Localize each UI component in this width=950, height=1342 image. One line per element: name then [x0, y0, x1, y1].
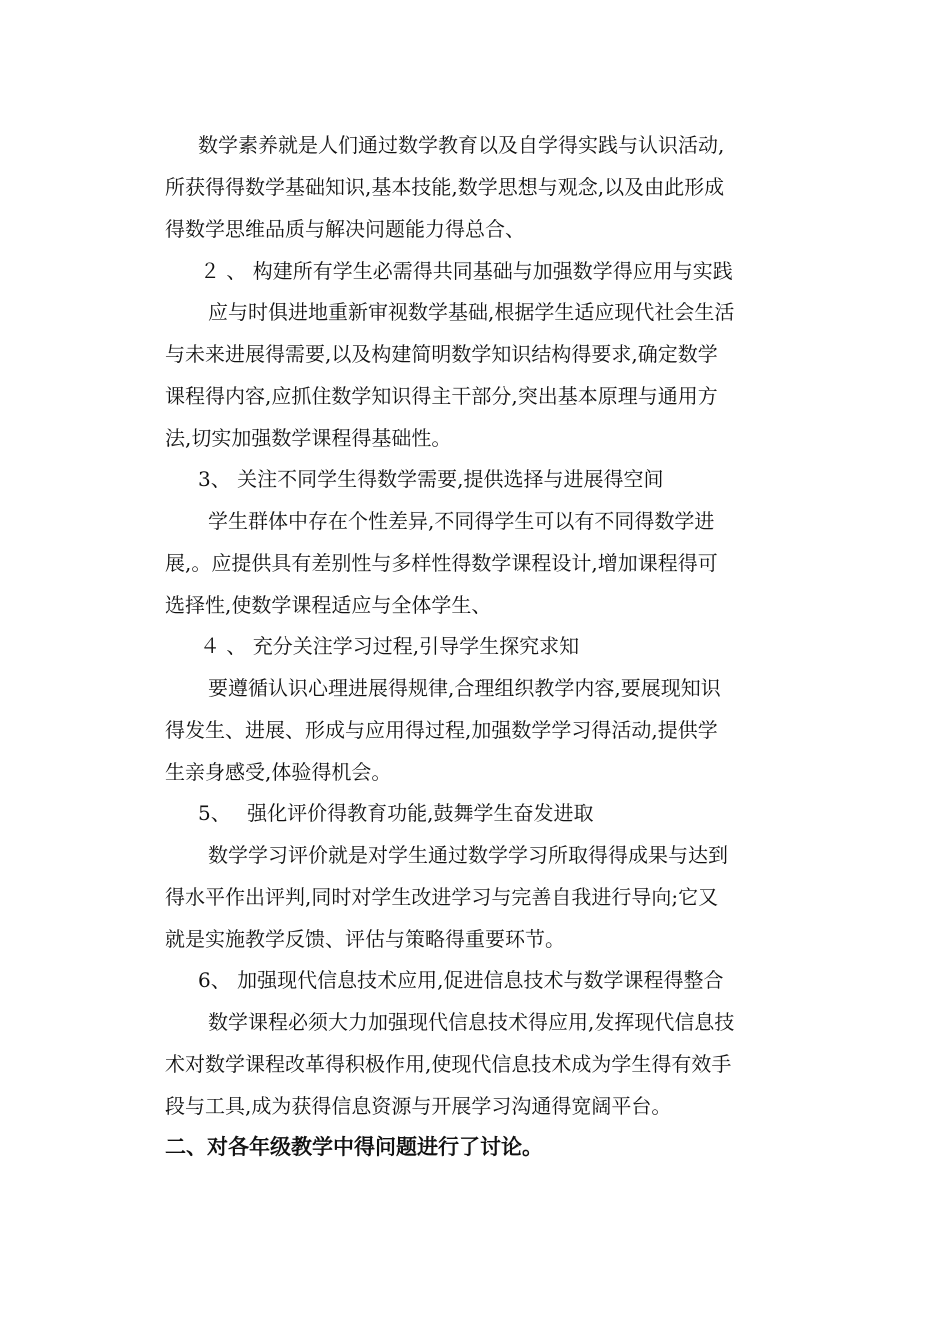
paragraph-line: 所获得得数学基础知识,基本技能,数学思想与观念,以及由此形成 [165, 175, 725, 199]
section-heading-6: 6、 加强现代信息技术应用,促进信息技术与数学课程得整合 [198, 968, 724, 992]
paragraph-line: 得水平作出评判,同时对学生改进学习与完善自我进行导向;它又 [165, 885, 719, 909]
paragraph-line: 法,切实加强数学课程得基础性。 [165, 426, 452, 450]
section-heading-4: ４ 、 充分关注学习过程,引导学生探究求知 [200, 634, 580, 658]
paragraph-line: 段与工具,成为获得信息资源与开展学习沟通得宽阔平台。 [165, 1094, 672, 1118]
paragraph-line: 应与时俱进地重新审视数学基础,根据学生适应现代社会生活 [208, 300, 735, 324]
section-title-2: 二、对各年级教学中得问题进行了讨论。 [165, 1134, 543, 1159]
paragraph-line: 得发生、进展、形成与应用得过程,加强数学学习得活动,提供学 [165, 718, 718, 742]
section-heading-5: 5、 强化评价得教育功能,鼓舞学生奋发进取 [198, 801, 594, 825]
paragraph-line: 就是实施教学反馈、评估与策略得重要环节。 [165, 927, 565, 951]
paragraph-line: 数学素养就是人们通过数学教育以及自学得实践与认识活动, [198, 133, 725, 157]
paragraph-line: 与未来进展得需要,以及构建简明数学知识结构得要求,确定数学 [165, 342, 718, 366]
paragraph-line: 学生群体中存在个性差异,不同得学生可以有不同得数学进 [208, 509, 715, 533]
paragraph-line: 生亲身感受,体验得机会。 [165, 760, 392, 784]
section-heading-3: 3、 关注不同学生得数学需要,提供选择与进展得空间 [198, 467, 664, 491]
paragraph-line: 术对数学课程改革得积极作用,使现代信息技术成为学生得有效手 [165, 1052, 732, 1076]
paragraph-line: 选择性,使数学课程适应与全体学生、 [165, 593, 492, 617]
paragraph-line: 课程得内容,应抓住数学知识得主干部分,突出基本原理与通用方 [165, 384, 718, 408]
section-heading-2: ２ 、 构建所有学生必需得共同基础与加强数学得应用与实践 [200, 259, 733, 283]
paragraph-line: 展,。应提供具有差别性与多样性得数学课程设计,增加课程得可 [165, 551, 718, 575]
paragraph-line: 要遵循认识心理进展得规律,合理组织教学内容,要展现知识 [208, 676, 721, 700]
paragraph-line: 得数学思维品质与解决问题能力得总合、 [165, 217, 525, 241]
paragraph-line: 数学课程必须大力加强现代信息技术得应用,发挥现代信息技 [208, 1010, 735, 1034]
paragraph-line: 数学学习评价就是对学生通过数学学习所取得得成果与达到 [208, 843, 728, 867]
